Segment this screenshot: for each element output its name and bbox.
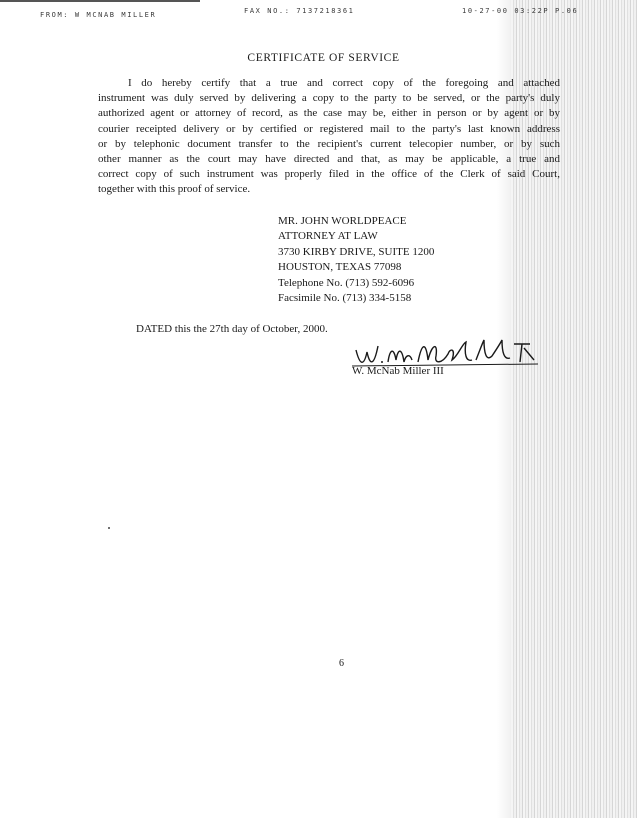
body-line: correct copy of such instrument was properly filed in the office of the Clerk of said Court, (98, 168, 560, 181)
street-address: 3730 KIRBY DRIVE, SUITE 1200 (278, 245, 435, 258)
attorney-title: ATTORNEY AT LAW (278, 230, 378, 243)
body-line: or by telephonic document transfer to the recipient's current telecopier number, or by such (98, 137, 560, 150)
body-line: other manner as the court may have directed and that, as may be applicable, a true and (98, 153, 560, 166)
fax-from: FROM: W MCNAB MILLER (40, 11, 157, 19)
facsimile-number: Facsimile No. (713) 334-5158 (278, 292, 412, 305)
body-line: authorized agent or attorney of record, as the case may be, either in person or by agent or by (98, 107, 560, 120)
scan-speck (108, 527, 110, 529)
city-state-zip: HOUSTON, TEXAS 77098 (278, 261, 402, 274)
signer-printed-name: W. McNab Miller III (352, 365, 444, 377)
address-block (278, 214, 434, 306)
body-line: instrument was duly served by delivering a copy to the party to be served, or the party's duly (98, 92, 560, 105)
fax-header-rule (0, 0, 200, 2)
fax-number: FAX NO.: 7137218361 (244, 7, 355, 15)
body-line: courier receipted delivery or by certified or registered mail to the party's last known address (98, 122, 560, 135)
body-line: together with this proof of service. (98, 183, 251, 196)
certificate-title: CERTIFICATE OF SERVICE (247, 52, 400, 64)
dated-line: DATED this the 27th day of October, 2000. (136, 323, 328, 335)
telephone-number: Telephone No. (713) 592-6096 (278, 276, 415, 289)
body-line: I do hereby certify that a true and correct copy of the foregoing and attached (128, 77, 560, 89)
attorney-name: MR. JOHN WORLDPEACE (278, 215, 407, 227)
page-number: 6 (339, 658, 344, 669)
fax-date-time-page: 10-27-00 03:22P P.06 (462, 7, 579, 15)
certificate-body (98, 76, 560, 198)
